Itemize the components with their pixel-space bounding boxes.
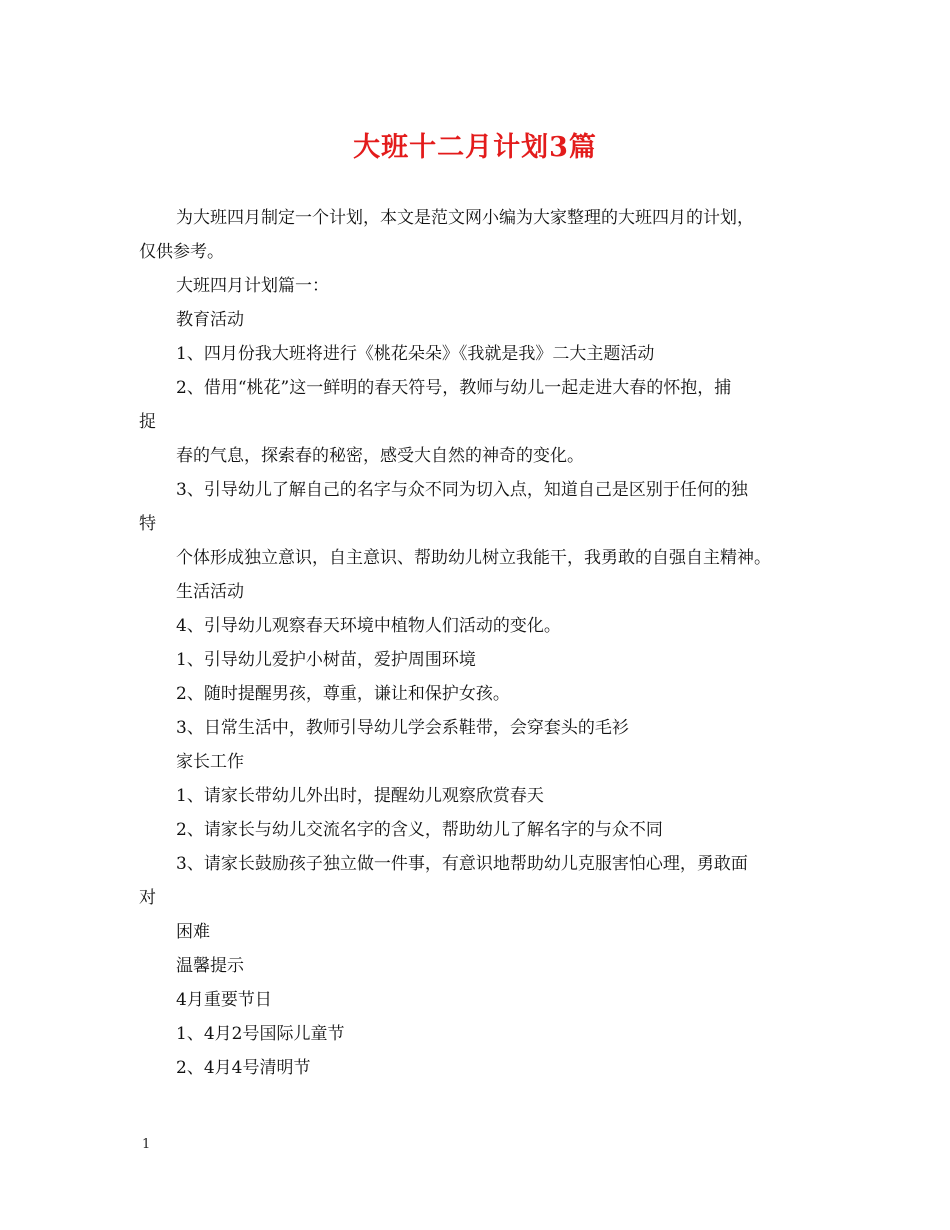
paragraph-line: 2、4月4号清明节	[176, 1058, 311, 1078]
paragraph-line: 对	[139, 888, 156, 908]
paragraph-line: 2、借用“桃花”这一鲜明的春天符号，教师与幼儿一起走进大春的怀抱，捕	[176, 378, 732, 398]
paragraph-line: 大班四月计划篇一：	[176, 276, 329, 296]
paragraph-line: 2、随时提醒男孩，尊重，谦让和保护女孩。	[176, 684, 510, 704]
paragraph-line: 1、4月2号国际儿童节	[176, 1024, 345, 1044]
paragraph-line: 困难	[176, 922, 210, 942]
paragraph-line: 1、四月份我大班将进行《桃花朵朵》《我就是我》二大主题活动	[176, 344, 655, 364]
paragraph-line: 4月重要节日	[176, 990, 272, 1010]
paragraph-line: 3、请家长鼓励孩子独立做一件事，有意识地帮助幼儿克服害怕心理，勇敢面	[176, 854, 748, 874]
paragraph-line: 1、引导幼儿爱护小树苗，爱护周围环境	[176, 650, 476, 670]
paragraph-line: 3、日常生活中，教师引导幼儿学会系鞋带，会穿套头的毛衫	[176, 718, 629, 738]
section-heading: 生活活动	[176, 582, 244, 602]
paragraph-line: 2、请家长与幼儿交流名字的含义，帮助幼儿了解名字的与众不同	[176, 820, 663, 840]
paragraph-line: 4、引导幼儿观察春天环境中植物人们活动的变化。	[176, 616, 561, 636]
section-heading: 家长工作	[176, 752, 244, 772]
page-number: 1	[142, 1137, 151, 1152]
paragraph-line: 为大班四月制定一个计划，本文是范文网小编为大家整理的大班四月的计划，	[176, 208, 754, 228]
paragraph-line: 捉	[139, 412, 156, 432]
paragraph-line: 3、引导幼儿了解自己的名字与众不同为切入点，知道自己是区别于任何的独	[176, 480, 748, 500]
paragraph-line: 个体形成独立意识，自主意识、帮助幼儿树立我能干，我勇敢的自强自主精神。	[176, 548, 771, 568]
paragraph-line: 特	[139, 514, 156, 534]
paragraph-line: 1、请家长带幼儿外出时，提醒幼儿观察欣赏春天	[176, 786, 544, 806]
section-heading: 温馨提示	[176, 956, 244, 976]
paragraph-line: 春的气息，探索春的秘密，感受大自然的神奇的变化。	[176, 446, 584, 466]
section-heading: 教育活动	[176, 310, 244, 330]
document-title: 大班十二月计划3篇	[353, 132, 597, 163]
paragraph-line: 仅供参考。	[139, 242, 224, 262]
